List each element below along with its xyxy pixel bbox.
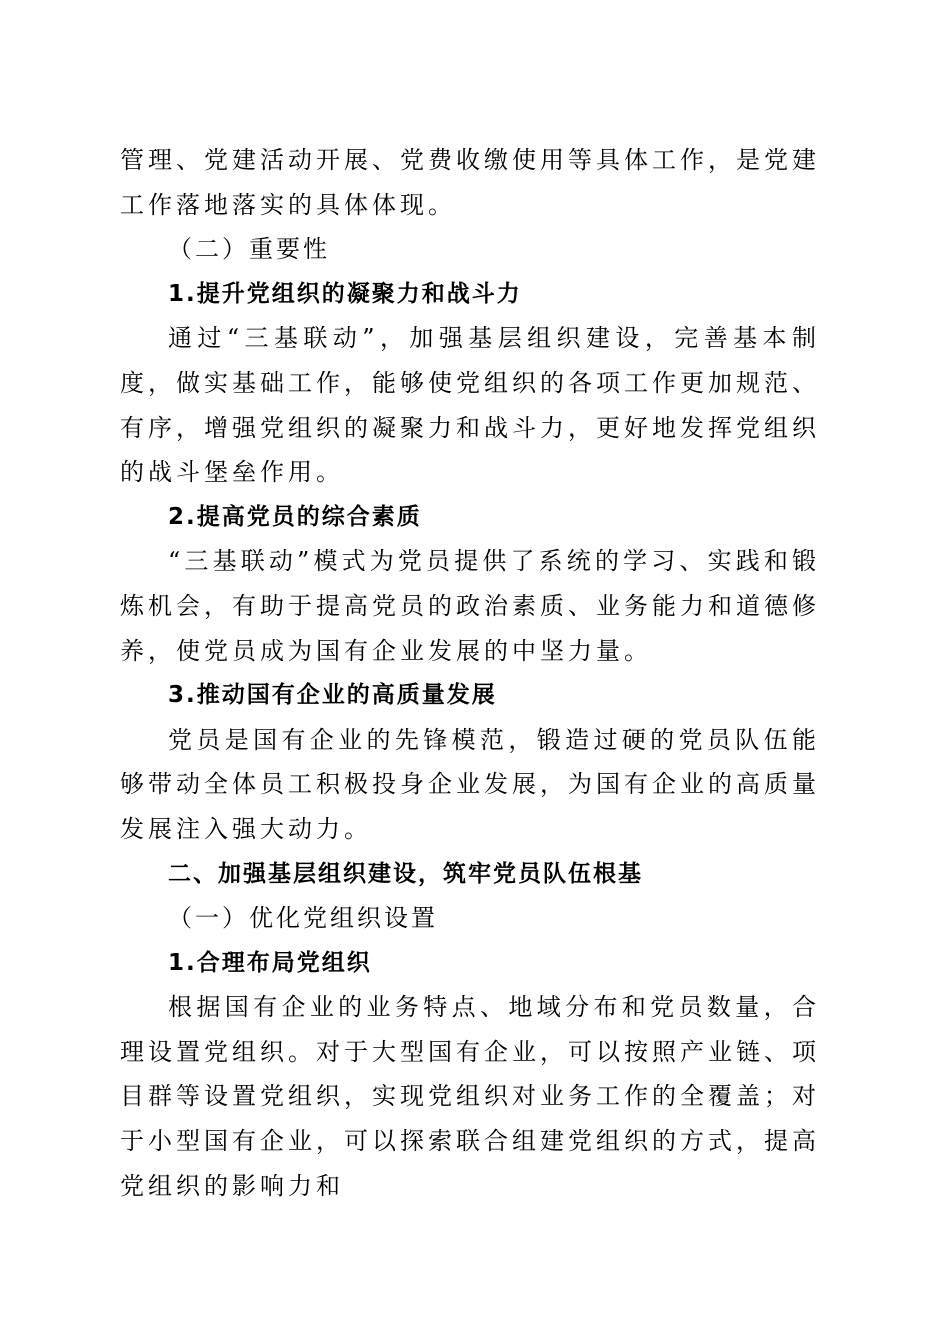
heading-cohesion: 1.提升党组织的凝聚力和战斗力 xyxy=(168,280,522,307)
paragraph-member-quality: “三基联动”模式为党员提供了系统的学习、实践和锻炼机会，有助于提高党员的政治素质、业务能力和道德修养，使党员成为国有企业发展的中坚力量。 xyxy=(120,547,820,665)
heading-layout: 1.合理布局党组织 xyxy=(168,949,372,976)
paragraph-continuation: 管理、党建活动开展、党费收缴使用等具体工作，是党建工作落地落实的具体体现。 xyxy=(120,146,820,219)
paragraph-layout: 根据国有企业的业务特点、地域分布和党员数量，合理设置党组织。对于大型国有企业，可以按照产业链、项目群等设置党组织，实现党组织对业务工作的全覆盖；对于小型国有企业，可以探索联合组建党组织的方式，提高党组织的影响力和 xyxy=(120,993,820,1200)
paragraph-cohesion: 通过“三基联动”，加强基层组织建设，完善基本制度，做实基础工作，能够使党组织的各项工作更加规范、有序，增强党组织的凝聚力和战斗力，更好地发挥党组织的战斗堡垒作用。 xyxy=(120,324,820,487)
paragraph-development: 党员是国有企业的先锋模范，锻造过硬的党员队伍能够带动全体员工积极投身企业发展，为国有企业的高质量发展注入强大动力。 xyxy=(120,725,820,843)
heading-member-quality: 2.提高党员的综合素质 xyxy=(168,503,422,530)
subheading-optimize: （一）优化党组织设置 xyxy=(168,904,438,933)
section-heading-organization: 二、加强基层组织建设，筑牢党员队伍根基 xyxy=(168,860,643,887)
subheading-importance: （二）重要性 xyxy=(168,235,330,264)
heading-development: 3.推动国有企业的高质量发展 xyxy=(168,682,497,709)
document-body xyxy=(120,138,820,1208)
